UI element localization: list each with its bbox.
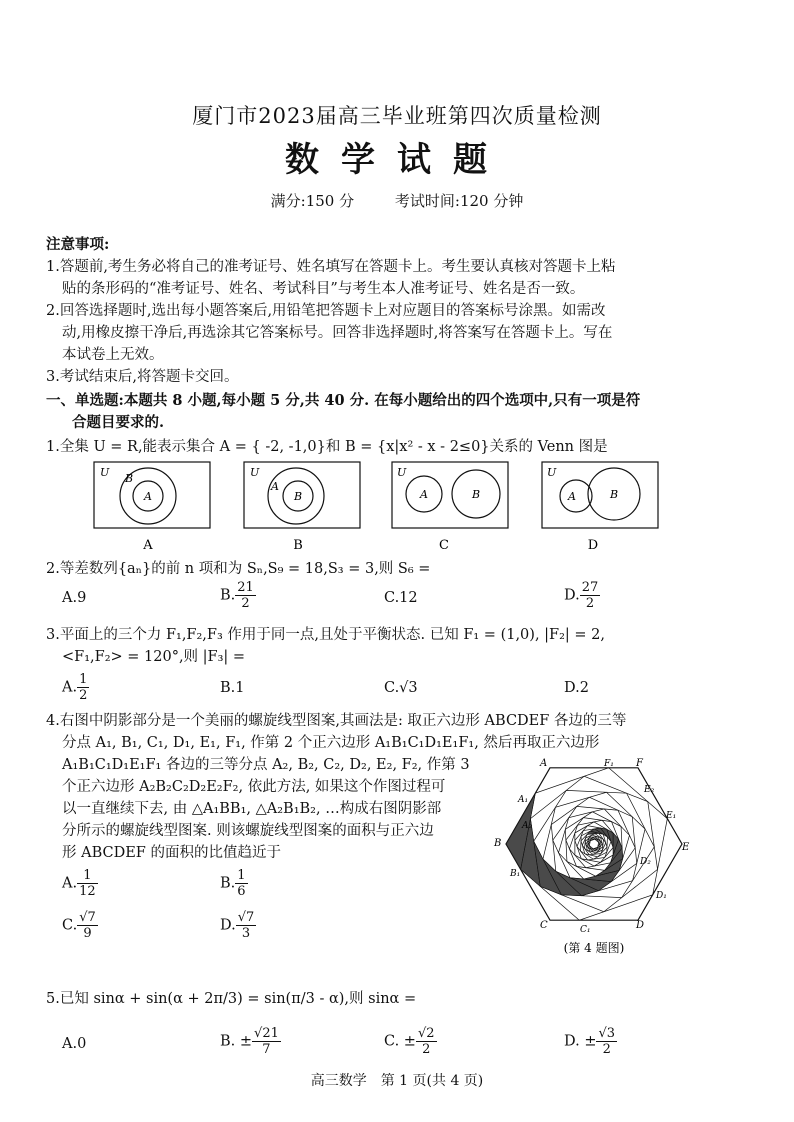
q5-stem: 5.已知 sinα + sin(α + 2π/3) = sin(π/3 - α),则 sinα = — [46, 991, 417, 1007]
q4-line3: A₁B₁C₁D₁E₁F₁ 各边的三等分点 A₂, B₂, C₂, D₂, E₂, F₂, 作第 3 — [62, 757, 470, 773]
figure-caption: (第 4 题图) — [563, 941, 625, 955]
label-A2: A₂ — [522, 821, 533, 831]
exam-meta — [0, 190, 794, 211]
venn-option-b — [244, 462, 360, 528]
q4-line2: 分点 A₁, B₁, C₁, D₁, E₁, F₁, 作第 2 个正六边形 A₁B₁C₁D₁E₁F₁, 然后再取正六边形 — [62, 735, 600, 751]
section1-line1: 一、单选题:本题共 8 小题,每小题 5 分,共 40 分. 在每小题给出的四个选项中,只有一项是符 — [46, 392, 641, 409]
venn-d-label-u: U — [547, 466, 557, 479]
venn-c-label-a: A — [420, 488, 428, 501]
label-E1: E₁ — [666, 811, 677, 821]
venn-caption-a: A — [143, 538, 153, 553]
q1-stem: 1.全集 U = R,能表示集合 A = { -2, -1,0}和 B = {x|x² - x - 2≤0}关系的 Venn 图是 — [46, 439, 608, 455]
q4-line6: 分所示的螺旋线型图案. 则该螺旋线型图案的面积与正六边 — [62, 823, 434, 839]
q4-line1: 4.右图中阴影部分是一个美丽的螺旋线型图案,其画法是: 取正六边形 ABCDEF 各边的三等 — [46, 713, 627, 729]
hexagon-level — [553, 806, 635, 881]
q2-stem: 2.等差数列{aₙ}的前 n 项和为 Sₙ,S₉ = 18,S₃ = 3,则 S₆ = — [46, 561, 431, 577]
label-A: A — [540, 758, 548, 769]
venn-a-label-a: A — [144, 490, 152, 503]
subject-title: 数学试题 — [285, 140, 509, 180]
venn-d-label-b: B — [610, 488, 619, 501]
q4-option-d: D. $\frac{√7}{3}$ — [220, 910, 255, 941]
q4-option-c: C. $\frac{√7}{9}$ — [62, 910, 96, 941]
venn-caption-c: C — [439, 538, 449, 553]
notice-item1-line1: 1.答题前,考生务必将自己的准考证号、姓名填写在答题卡上。考生要认真核对答题卡上粘 — [46, 259, 616, 275]
venn-b-label-b: B — [294, 490, 303, 503]
notice-item2-line3: 本试卷上无效。 — [62, 347, 164, 363]
venn-c-label-u: U — [397, 466, 407, 479]
venn-caption-d: D — [587, 538, 599, 553]
full-score: 满分:150 分 — [270, 192, 355, 210]
q4-option-a: A. $\frac{1}{12}$ — [62, 868, 96, 899]
label-D: D — [636, 920, 645, 931]
q4-line4: 个正六边形 A₂B₂C₂D₂E₂F₂, 依此方法, 如果这个作图过程可 — [62, 779, 446, 795]
label-D1: D₁ — [656, 891, 667, 901]
label-C1: C₁ — [580, 925, 591, 935]
q5-option-d: D. ± $\frac{√3}{2}$ — [564, 1026, 616, 1057]
notice-item3: 3.考试结束后,将答题卡交回。 — [46, 369, 239, 385]
label-F1: F₁ — [604, 759, 614, 769]
q3-line2: <F₁,F₂> = 120°,则 |F₃| = — [62, 649, 246, 665]
q4-spiral-hexagon-figure — [488, 752, 702, 958]
venn-option-c — [392, 462, 508, 528]
q4-line7: 形 ABCDEF 的面积的比值趋近于 — [62, 845, 281, 861]
notice-item1-line2: 贴的条形码的“准考证号、姓名、考试科目”与考生本人准考证号、姓名是否一致。 — [62, 281, 585, 297]
label-F: F — [636, 758, 643, 769]
venn-caption-b: B — [293, 538, 303, 553]
q3-line1: 3.平面上的三个力 F₁,F₂,F₃ 作用于同一点,且处于平衡状态. 已知 F₁ = (1,0), |F₂| = 2, — [46, 627, 606, 643]
section1-line2: 合题目要求的. — [72, 414, 165, 431]
exam-title: 厦门市2023届高三毕业班第四次质量检测 — [192, 104, 602, 128]
q3-option-d: D.2 — [564, 680, 589, 696]
label-A1: A₁ — [518, 795, 529, 805]
venn-c-label-b: B — [472, 488, 481, 501]
exam-time: 考试时间:120 分钟 — [394, 192, 524, 210]
label-D2: D₂ — [640, 857, 651, 867]
label-C: C — [540, 920, 548, 931]
label-E: E — [682, 842, 690, 853]
venn-d-label-a: A — [568, 490, 576, 503]
venn-option-d — [542, 462, 658, 528]
notice-item2-line1: 2.回答选择题时,选出每小题答案后,用铅笔把答题卡上对应题目的答案标号涂黑。如需改 — [46, 303, 606, 319]
q5-option-b: B. ± $\frac{√21}{7}$ — [220, 1026, 279, 1057]
venn-option-a — [94, 462, 210, 528]
notice-heading: 注意事项: — [46, 236, 110, 253]
venn-b-label-a: A — [271, 480, 279, 493]
q2-option-b: B. $\frac{21}{2}$ — [220, 580, 254, 611]
q5-option-a: A.0 — [62, 1036, 87, 1052]
q2-option-c: C.12 — [384, 590, 418, 606]
q4-line5: 以一直继续下去, 由 △A₁BB₁, △A₂B₁B₂, …构成右图阴影部 — [62, 801, 442, 817]
notice-item2-line2: 动,用橡皮擦干净后,再选涂其它答案标号。回答非选择题时,将答案写在答题卡上。写在 — [62, 325, 613, 341]
q3-option-b: B.1 — [220, 680, 245, 696]
q2-option-d: D. $\frac{27}{2}$ — [564, 580, 599, 611]
q2-option-a: A.9 — [62, 590, 87, 606]
venn-a-label-b: B — [125, 472, 134, 485]
q3-option-c: C.√3 — [384, 680, 418, 696]
label-B: B — [494, 838, 502, 849]
q4-option-b: B. $\frac{1}{6}$ — [220, 868, 246, 899]
q1-venn-diagrams — [92, 460, 662, 556]
label-B1: B₁ — [510, 869, 521, 879]
page-footer: 高三数学 第 1 页(共 4 页) — [310, 1073, 484, 1089]
venn-a-label-u: U — [100, 466, 110, 479]
q5-option-c: C. ± $\frac{√2}{2}$ — [384, 1026, 435, 1057]
q3-option-a: A. $\frac{1}{2}$ — [62, 672, 88, 703]
label-E2: E₂ — [644, 785, 655, 795]
venn-b-label-u: U — [250, 466, 260, 479]
